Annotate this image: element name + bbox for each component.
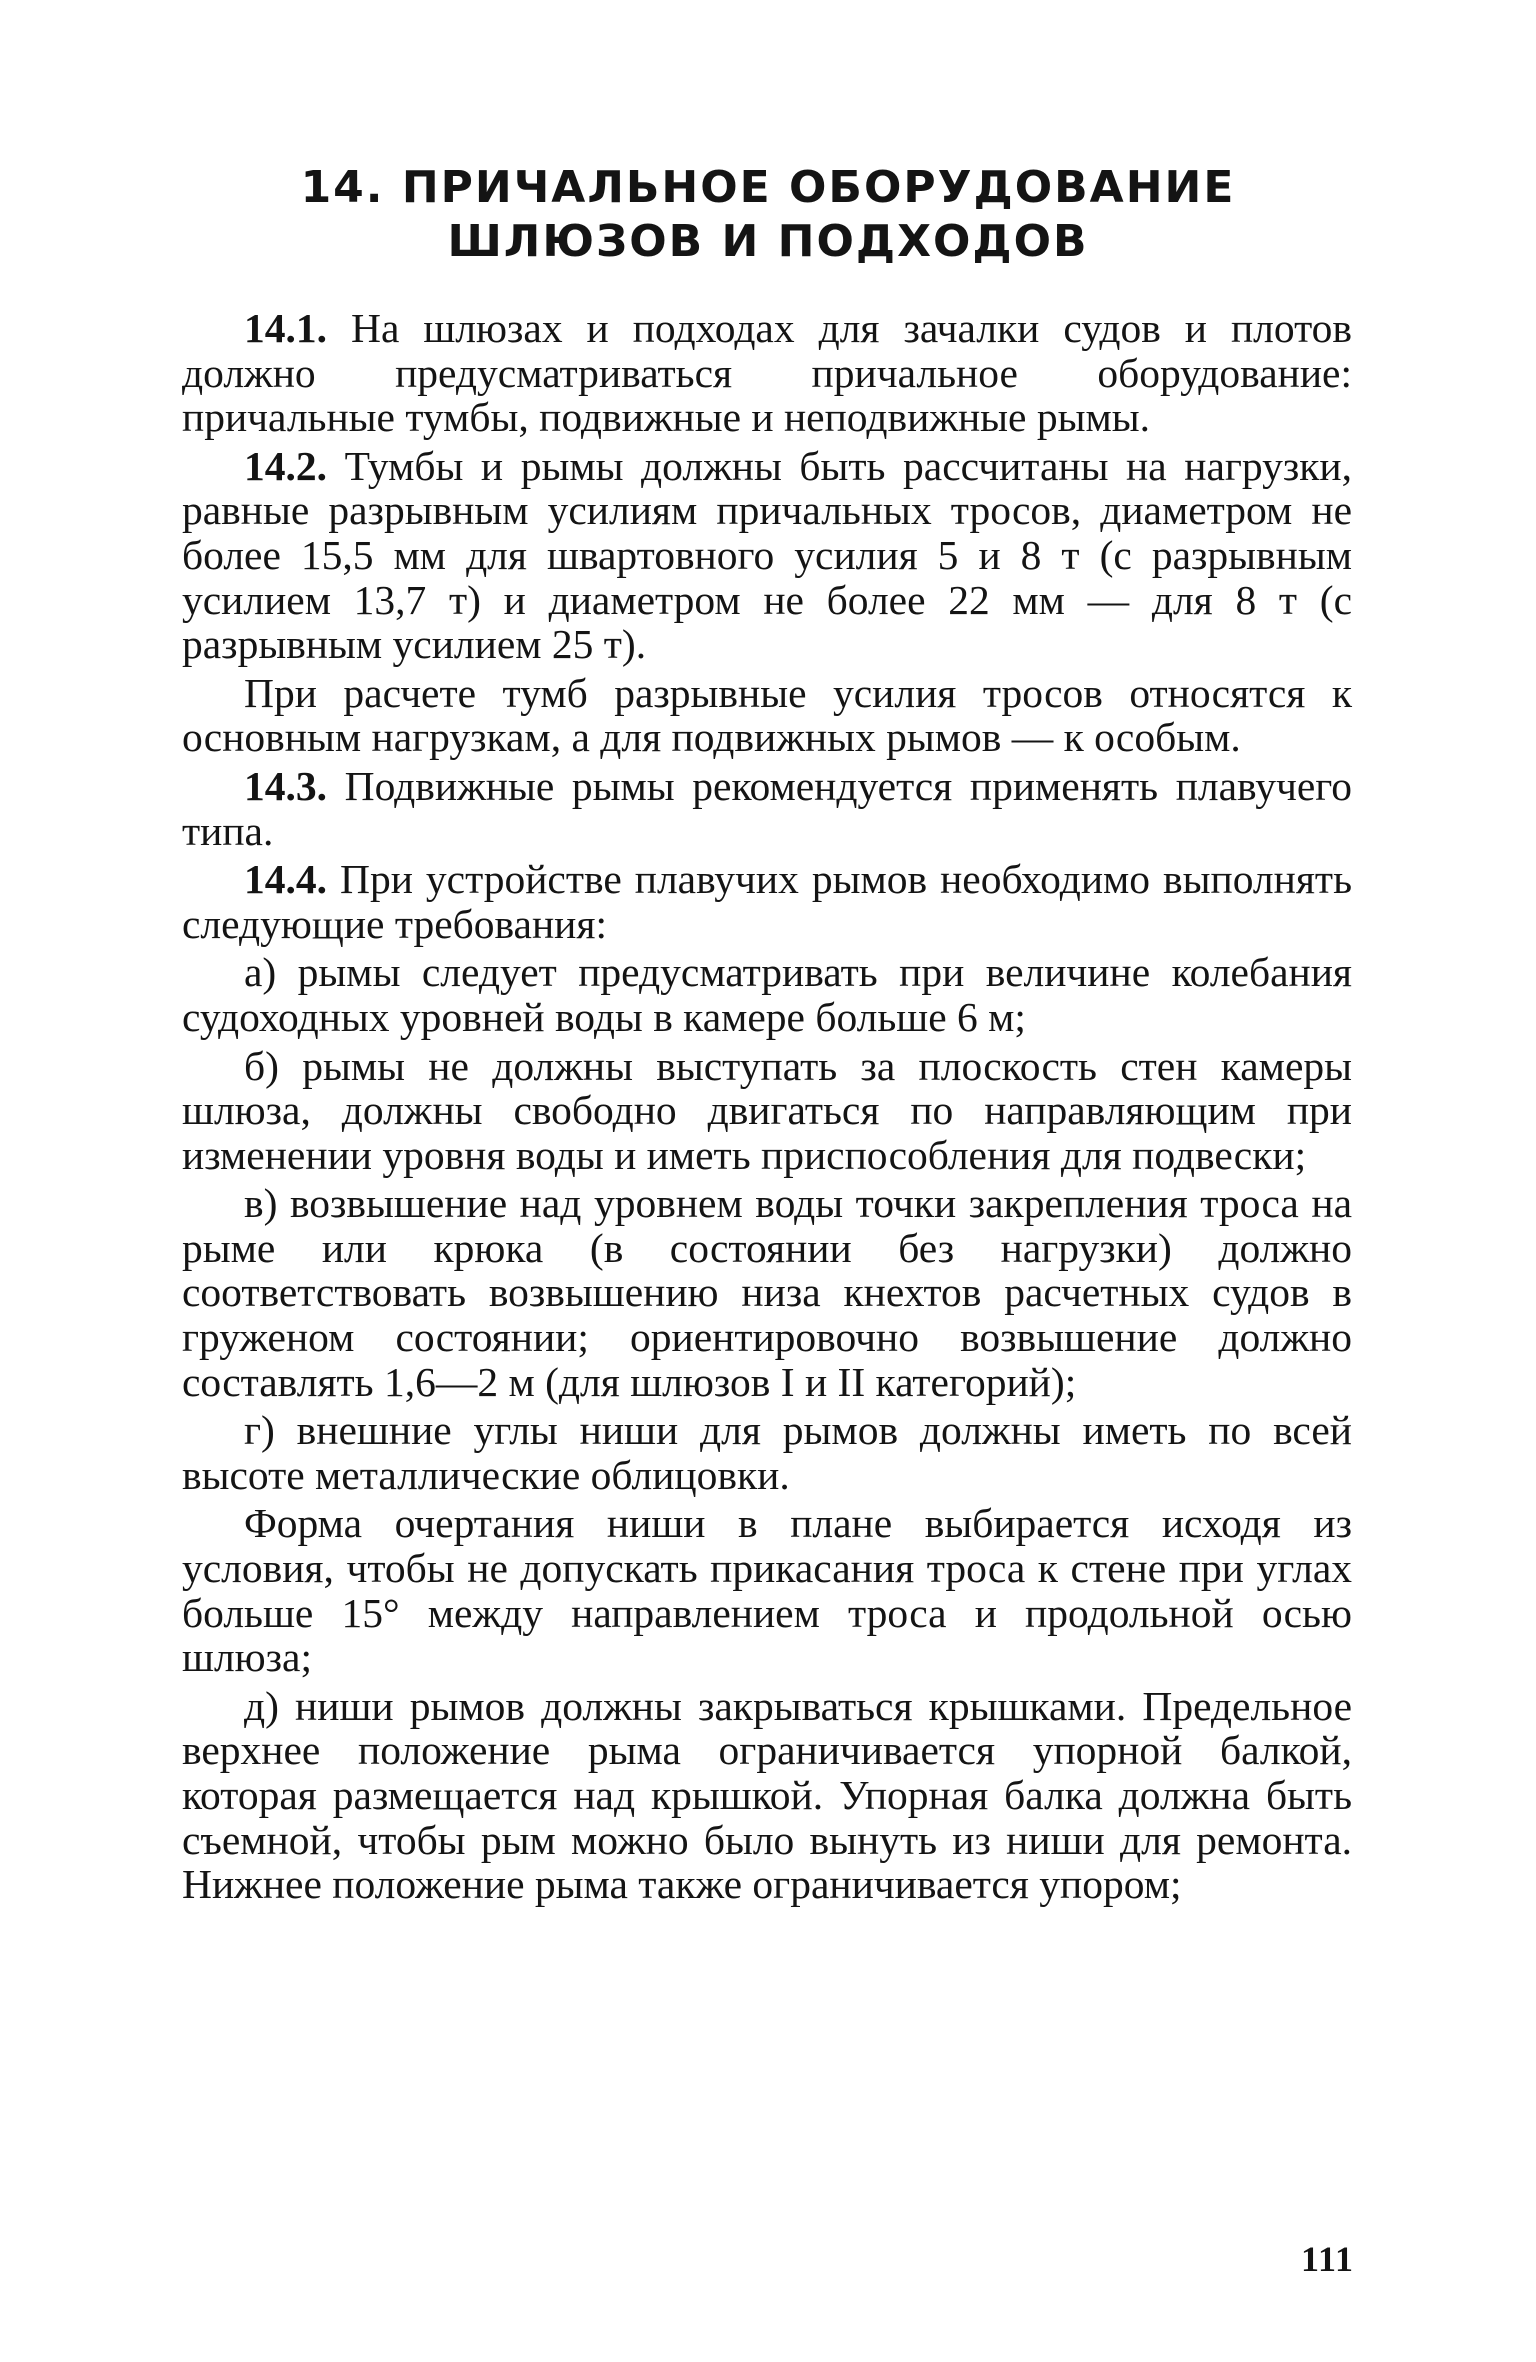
paragraph-text: а) рымы следует предусматривать при величине колебания судоходных уровней воды в камере больше 6 м;	[182, 949, 1352, 1040]
niche-shape-paragraph	[182, 1501, 1352, 1679]
page-number: 111	[1300, 2239, 1354, 2279]
body-text	[182, 306, 1352, 1907]
paragraph-text: Форма очертания ниши в плане выбирается исходя из условия, чтобы не допускать прикасания троса к стене при углах больше 15° между направлением троса и продольной осью шлюза;	[182, 1500, 1352, 1681]
paragraph-text: На шлюзах и подходах для зачалки судов и плотов должно предусматриваться причальное оборудование: причальные тумбы, подвижные и неподвижные рымы.	[182, 305, 1352, 441]
paragraph-14-4	[182, 857, 1352, 946]
clause-number: 14.2.	[244, 442, 327, 489]
section-title-line-1: 14. ПРИЧАЛЬНОЕ ОБОРУДОВАНИЕ	[300, 162, 1236, 213]
list-item-v	[182, 1181, 1352, 1404]
paragraph-text: б) рымы не должны выступать за плоскость стен камеры шлюза, должны свободно двигаться по направляющим при изменении уровня воды и иметь приспособления для подвески;	[182, 1042, 1352, 1178]
clause-number: 14.1.	[244, 305, 327, 351]
paragraph-14-1	[182, 306, 1352, 440]
paragraph-text: При расчете тумб разрывные усилия тросов относятся к основным нагрузкам, а для подвижных рымов — к особым.	[182, 669, 1352, 761]
clause-number: 14.3.	[244, 762, 327, 809]
section-title-line-2: ШЛЮЗОВ И ПОДХОДОВ	[447, 216, 1089, 267]
paragraph-text: Подвижные рымы рекомендуется применять плавучего типа.	[182, 762, 1352, 854]
paragraph-text: д) ниши рымов должны закрываться крышками. Предельное верхнее положение рыма ограничивается упорной балкой, которая размещается над крышкой. Упорная балка должна быть съемной, чтобы рым можно было вынуть из ниши для ремонта. Нижнее положение рыма также ограничивается упором;	[182, 1682, 1352, 1908]
paragraph-14-2	[182, 444, 1352, 667]
paragraph-14-2-cont	[182, 671, 1352, 760]
clause-number: 14.4.	[244, 856, 327, 903]
list-item-b	[182, 1044, 1352, 1178]
paragraph-text: в) возвышение над уровнем воды точки закрепления троса на рыме или крюка (в состоянии без нагрузки) должно соответствовать возвышению низа кнехтов расчетных судов в груженом состоянии; ориентировочно возвышение должно составлять 1,6—2 м (для шлюзов I и II категорий);	[182, 1180, 1352, 1405]
paragraph-14-3	[182, 764, 1352, 853]
list-item-a	[182, 950, 1352, 1039]
paragraph-text: Тумбы и рымы должны быть рассчитаны на нагрузки, равные разрывным усилиям причальных тросов, диаметром не более 15,5 мм для швартовного усилия 5 и 8 т (с разрывным усилием 13,7 т) и диаметром не более 22 мм — для 8 т (с разрывным усилием 25 т).	[182, 442, 1352, 668]
paragraph-text: г) внешние углы ниши для рымов должны иметь по всей высоте металлические облицовки.	[182, 1407, 1352, 1498]
paragraph-text: При устройстве плавучих рымов необходимо выполнять следующие требования:	[182, 856, 1352, 947]
list-item-g	[182, 1408, 1352, 1497]
list-item-d	[182, 1684, 1352, 1907]
